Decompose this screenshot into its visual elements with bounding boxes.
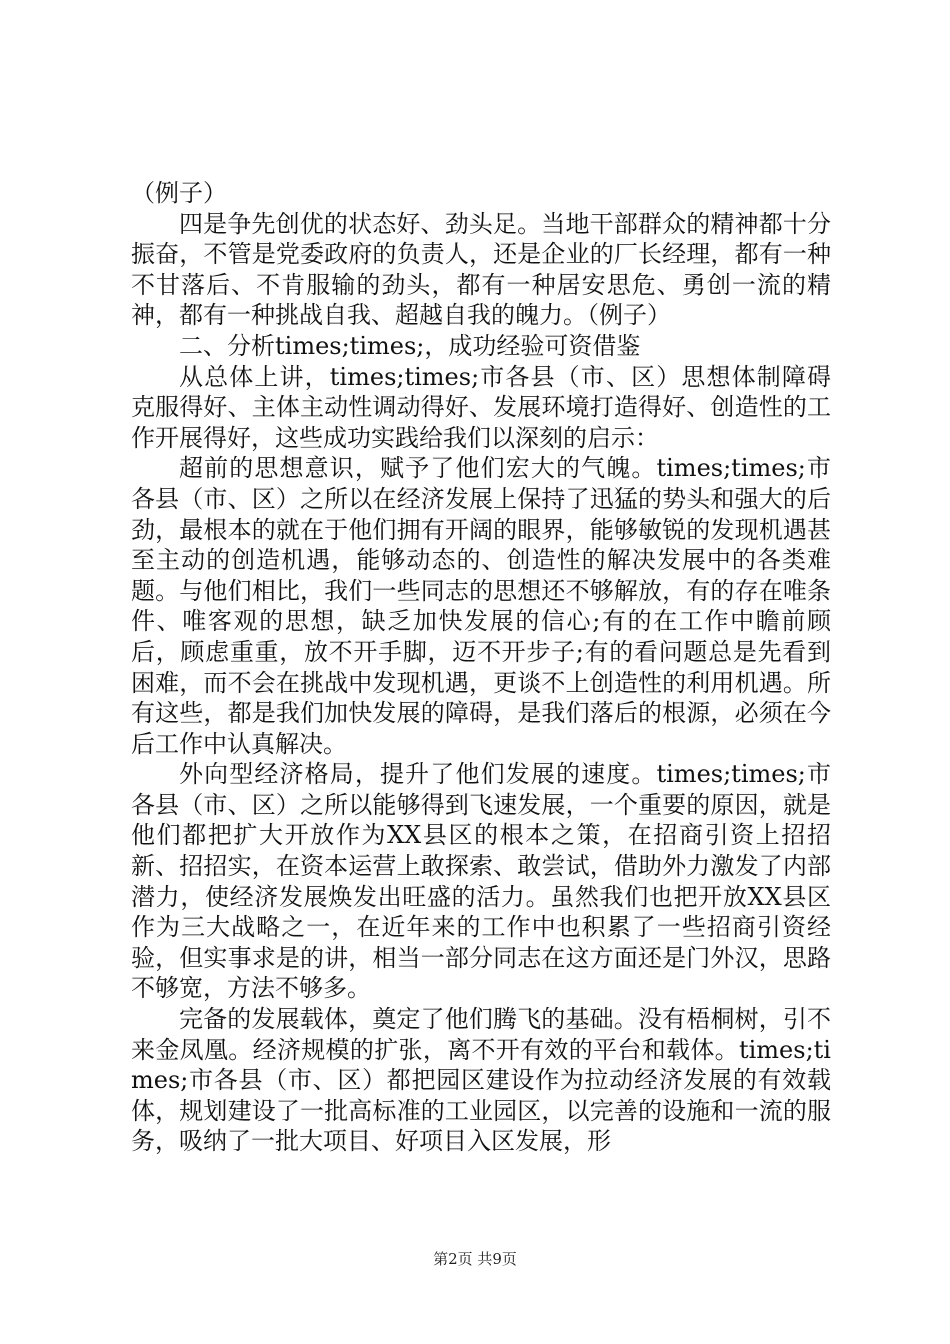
- paragraph-point-four: 四是争先创优的状态好、劲头足。当地干部群众的精神都十分振奋，不管是党委政府的负责人，还是企业的厂长经理，都有一种不甘落后、不肯服输的劲头，都有一种居安思危、勇创一流的精神，都有一种挑战自我、超越自我的魄力。（例子）: [131, 209, 831, 330]
- section-heading-two: 二、分析times;times;，成功经验可资借鉴: [179, 331, 641, 360]
- paragraph-example-label: （例子）: [131, 179, 227, 207]
- paragraph-export-economy: 外向型经济格局，提升了他们发展的速度。times;times;市各县（市、区）之所以能够得到飞速发展，一个重要的原因，就是他们都把扩大开放作为XX县区的根本之策，在招商引资上招招新、招招实，在资本运营上敢探索、敢尝试，借助外力激发了内部潜力，使经济发展焕发出旺盛的活力。虽然我们也把开放XX县区作为三大战略之一，在近年来的工作中也积累了一些招商引资经验，但实事求是的讲，相当一部分同志在这方面还是门外汉，思路不够宽，方法不够多。: [131, 760, 831, 1003]
- document-body: [131, 178, 831, 1157]
- page-number-footer: 第2页 共9页: [433, 1250, 517, 1268]
- paragraph-overview: 从总体上讲，times;times;市各县（市、区）思想体制障碍克服得好、主体主动性调动得好、发展环境打造得好、创造性的工作开展得好，这些成功实践给我们以深刻的启示：: [131, 362, 831, 452]
- paragraph-forward-thinking: 超前的思想意识，赋予了他们宏大的气魄。times;times;市各县（市、区）之所以在经济发展上保持了迅猛的势头和强大的后劲，最根本的就在于他们拥有开阔的眼界，能够敏锐的发现机遇甚至主动的创造机遇，能够动态的、创造性的解决发展中的各类难题。与他们相比，我们一些同志的思想还不够解放，有的存在唯条件、唯客观的思想，缺乏加快发展的信心;有的在工作中瞻前顾后，顾虑重重，放不开手脚，迈不开步子;有的看问题总是先看到困难，而不会在挑战中发现机遇，更谈不上创造性的利用机遇。所有这些，都是我们加快发展的障碍，是我们落后的根源，必须在今后工作中认真解决。: [131, 454, 831, 758]
- paragraph-development-carrier: 完备的发展载体，奠定了他们腾飞的基础。没有梧桐树，引不来金凤凰。经济规模的扩张，离不开有效的平台和载体。times;times;市各县（市、区）都把园区建设作为拉动经济发展的有效载体，规划建设了一批高标准的工业园区，以完善的设施和一流的服务，吸纳了一批大项目、好项目入区发展，形: [131, 1005, 831, 1156]
